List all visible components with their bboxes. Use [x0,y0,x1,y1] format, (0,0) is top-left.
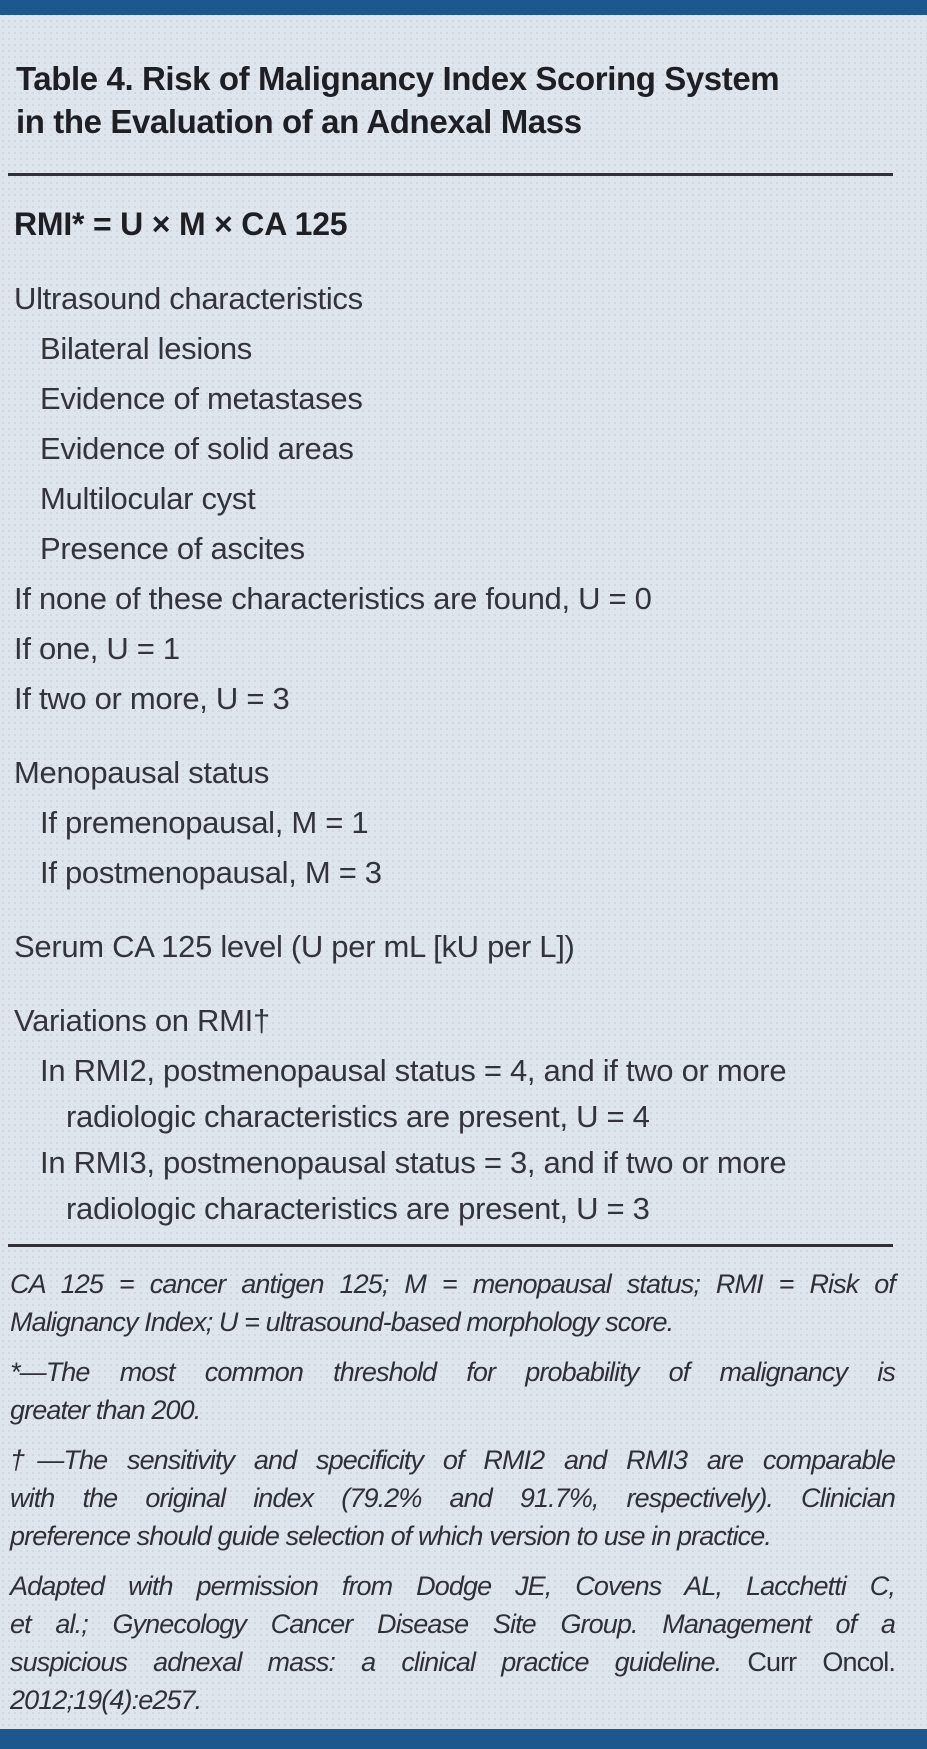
footnote-line: Malignancy Index; U = ultrasound-based morphology score. [10,1307,674,1337]
rmi-formula: RMI* = U × M × CA 125 [14,206,348,242]
footnote-line: 2012;19(4):e257. [10,1685,202,1715]
section-serum-ca125 [14,922,893,972]
footnote-dagger [10,1441,895,1555]
footnote-asterisk [10,1353,895,1429]
scoring-rule: If premenopausal, M = 1 [40,805,369,840]
footnote-line: †—The sensitivity and specificity of RMI2 and RMI3 are comparable [10,1445,895,1475]
footnote-line: with the original index (79.2% and 91.7%, respectively). Clinician [10,1483,895,1513]
footnote-line: preference should guide selection of which version to use in practice. [10,1521,771,1551]
footnote-divider [8,1244,893,1247]
list-item: Evidence of metastases [40,381,363,416]
footnote-abbreviations [10,1265,895,1341]
journal-name: Curr Oncol. [747,1647,895,1677]
list-item: Bilateral lesions [40,331,253,366]
footnote-line: Adapted with permission from Dodge JE, Covens AL, Lacchetti C, [10,1571,895,1601]
scoring-rule: In RMI3, postmenopausal status = 3, and if two or more [40,1145,787,1180]
title-divider [8,173,893,176]
table-content [0,15,927,1719]
section-heading: Serum CA 125 level (U per mL [kU per L]) [14,929,575,964]
section-heading: Variations on RMI† [14,1003,270,1038]
section-variations-on-rmi [14,996,893,1230]
footnotes [10,1265,895,1719]
table-title: Table 4. Risk of Malignancy Index Scoring System in the Evaluation of an Adnexal Mass [16,60,780,140]
scoring-rule-continuation: radiologic characteristics are present, U = 3 [66,1191,650,1226]
footnote-line: *—The most common threshold for probability of malignancy is [10,1357,895,1387]
footnote-line: CA 125 = cancer antigen 125; M = menopausal status; RMI = Risk of [10,1269,895,1299]
footnote-line [10,1643,895,1681]
list-item: Evidence of solid areas [40,431,354,466]
scoring-rule-continuation: radiologic characteristics are present, U = 4 [66,1099,650,1134]
footnote-line: et al.; Gynecology Cancer Disease Site Group. Management of a [10,1609,895,1639]
scoring-rule: If one, U = 1 [14,631,180,666]
section-heading: Ultrasound characteristics [14,281,363,316]
bottom-border-bar [0,1729,927,1749]
section-menopausal-status [14,748,893,898]
scoring-rule: If none of these characteristics are found, U = 0 [14,581,652,616]
top-border-bar [0,0,927,15]
table-body [14,274,893,1230]
scoring-rule: If two or more, U = 3 [14,681,290,716]
citation-title: suspicious adnexal mass: a clinical practice guideline. [10,1647,722,1677]
scoring-rule: If postmenopausal, M = 3 [40,855,382,890]
section-heading: Menopausal status [14,755,270,790]
section-ultrasound-characteristics [14,274,893,724]
footnote-citation [10,1567,895,1719]
list-item: Multilocular cyst [40,481,256,516]
list-item: Presence of ascites [40,531,305,566]
scoring-rule: In RMI2, postmenopausal status = 4, and if two or more [40,1053,787,1088]
footnote-line: greater than 200. [10,1395,201,1425]
